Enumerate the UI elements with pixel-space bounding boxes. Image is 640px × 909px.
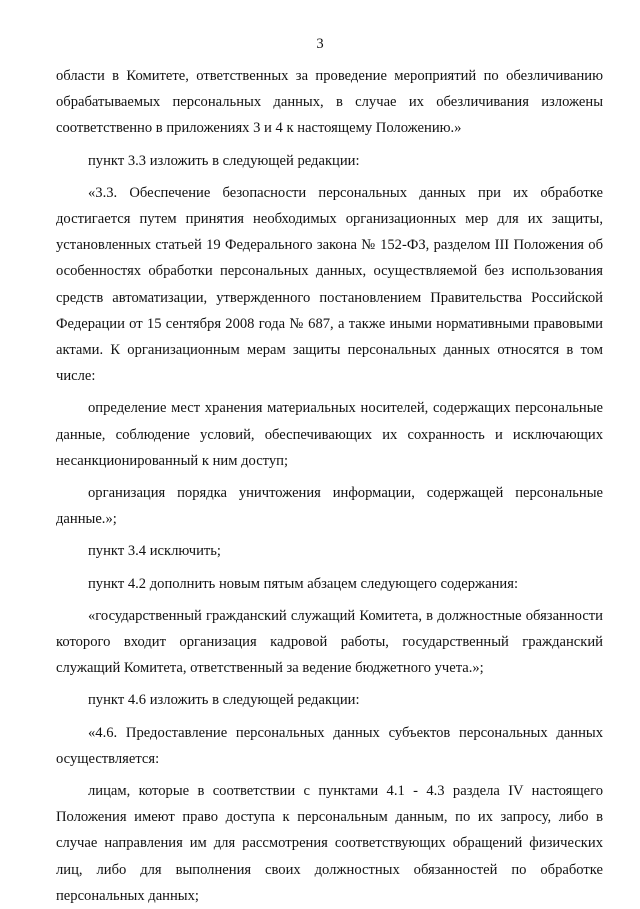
paragraph-destruction-order: организация порядка уничтожения информации, содержащей персональные данные.»; (56, 485, 603, 528)
paragraph-item-4-2-intro: пункт 4.2 дополнить новым пятым абзацем следующего содержания: (88, 575, 518, 592)
paragraph-item-4-6-text: «4.6. Предоставление персональных данных субъектов персональных данных осуществляется: (56, 724, 603, 767)
paragraph-continuation: области в Комитете, ответственных за проведение мероприятий по обезличиванию обрабатываемых персональных данных, в случае их обезличивания изложены соответственно в приложениях 3 и 4 к настоящему Положению.» (56, 68, 603, 137)
document-body (56, 63, 603, 909)
paragraph-item-4-6-intro: пункт 4.6 изложить в следующей редакции: (88, 692, 360, 709)
page-number: 3 (316, 36, 324, 52)
paragraph-item-3-3-intro: пункт 3.3 изложить в следующей редакции: (88, 152, 360, 169)
paragraph-persons-access: лицам, которые в соответствии с пунктами 4.1 - 4.3 раздела IV настоящего Положения имеют право доступа к персональным данным, по их запросу, либо в случае направления им для рассмотрения соответствующих обращений физических лиц, либо для выполнения своих должностных обязанностей по обработке персональных данных; (56, 783, 603, 904)
paragraph-item-3-4: пункт 3.4 исключить; (88, 543, 221, 560)
paragraph-item-3-3-text: «3.3. Обеспечение безопасности персональных данных при их обработке достигается путем принятия необходимых организационных мер для их защиты, установленных статьей 19 Федерального закона № 152-ФЗ, разделом III Положения об особенностях обработки персональных данных, осуществляемой без использования средств автоматизации, утвержденного постановлением Правительства Российской Федерации от 15 сентября 2008 года № 687, а также иными нормативными правовыми актами. К организационным мерам защиты персональных данных относятся в том числе: (56, 184, 603, 385)
paragraph-storage-locations: определение мест хранения материальных носителей, содержащих персональные данные, соблюдение условий, обеспечивающих их сохранность и исключающих несанкционированный к ним доступ; (56, 400, 603, 469)
paragraph-item-4-2-text: «государственный гражданский служащий Комитета, в должностные обязанности которого входит организация кадровой работы, государственный гражданский служащий Комитета, ответственный за ведение бюджетного учета.»; (56, 607, 603, 677)
